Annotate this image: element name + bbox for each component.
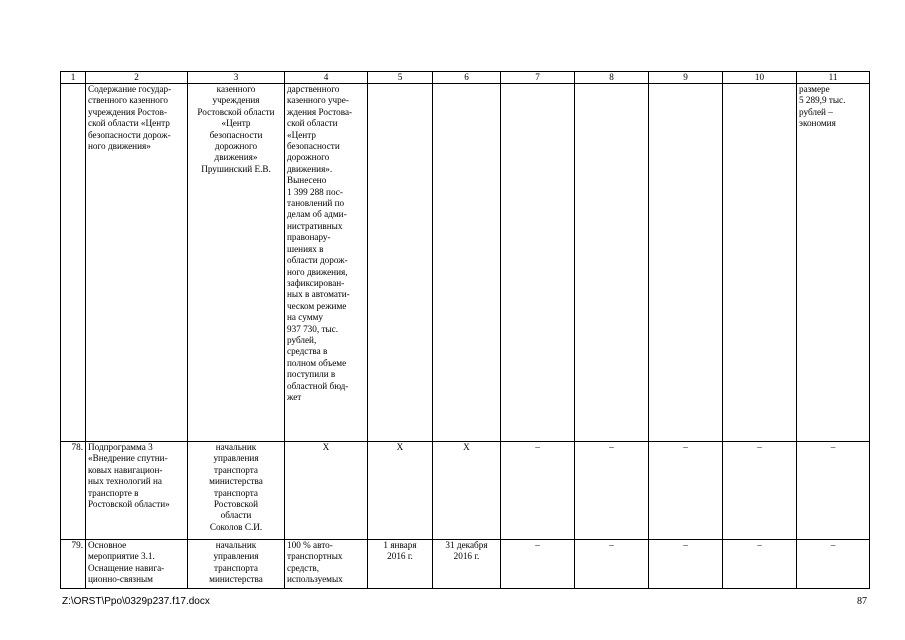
table-row-78	[61, 442, 870, 540]
table-cell: –	[723, 540, 797, 589]
table-cell: –	[723, 442, 797, 540]
notes-cell: –	[797, 540, 870, 589]
table-cell	[575, 84, 649, 442]
responsible-cell: казенного учреждения Ростовской области «Центр безопасности дорожного движения» Прушинский Е.В.	[188, 84, 285, 442]
column-header: 1	[61, 72, 86, 84]
column-header: 7	[501, 72, 575, 84]
measure-name-cell: Основное мероприятие 3.1. Оснащение навига- ционно-связным	[86, 540, 188, 589]
notes-cell: размере 5 289,9 тыс. рублей – экономия	[797, 84, 870, 442]
page-number: 87	[857, 596, 867, 607]
column-header: 4	[285, 72, 368, 84]
table-cell	[368, 84, 433, 442]
table-cell	[649, 84, 723, 442]
column-header: 11	[797, 72, 870, 84]
table-cell: –	[649, 540, 723, 589]
table-cell	[501, 84, 575, 442]
column-header: 3	[188, 72, 285, 84]
result-cell: 100 % авто- транспортных средств, используемых	[285, 540, 368, 589]
table-cell: –	[575, 442, 649, 540]
column-header: 5	[368, 72, 433, 84]
responsible-cell: начальник управления транспорта министерства	[188, 540, 285, 589]
table-row-continuation	[61, 84, 870, 442]
column-header: 9	[649, 72, 723, 84]
report-table	[60, 71, 870, 589]
table-cell: –	[501, 540, 575, 589]
column-header: 6	[433, 72, 501, 84]
table-cell: –	[649, 442, 723, 540]
row-number-cell: 79.	[61, 540, 86, 589]
row-number-cell: 78.	[61, 442, 86, 540]
table-cell	[723, 84, 797, 442]
column-header: 10	[723, 72, 797, 84]
row-number-cell	[61, 84, 86, 442]
responsible-cell: начальник управления транспорта министерства транспорта Ростовской области Соколов С.И.	[188, 442, 285, 540]
end-date-cell: 31 декабря 2016 г.	[433, 540, 501, 589]
start-date-cell: Х	[368, 442, 433, 540]
column-header: 8	[575, 72, 649, 84]
table-cell: –	[501, 442, 575, 540]
table-cell: –	[575, 540, 649, 589]
column-header: 2	[86, 72, 188, 84]
result-cell: дарственного казенного учре- ждения Ростова- ской области «Центр безопасности дорожного движения». Вынесено 1 399 288 пос- тановлений по делам об адми- нистративных правонару- шениях в области дорож- ного движения, зафиксирован- ных в автомати- ческом режиме на сумму 937 730, тыс. рублей, средства в полном объеме поступили в областной бюд- жет	[285, 84, 368, 442]
measure-name-cell: Подпрограмма 3 «Внедрение спутни- ковых навигацион- ных технологий на транспорте в Ростовской области»	[86, 442, 188, 540]
start-date-cell: 1 января 2016 г.	[368, 540, 433, 589]
table-cell	[433, 84, 501, 442]
end-date-cell: Х	[433, 442, 501, 540]
file-path-footer: Z:\ORST\Ppo\0329p237.f17.docx	[62, 596, 210, 607]
result-cell: Х	[285, 442, 368, 540]
measure-name-cell: Содержание государ- ственного казенного учреждения Ростов- ской области «Центр безопасности дорож- ного движения»	[86, 84, 188, 442]
table-row-79	[61, 540, 870, 589]
notes-cell: –	[797, 442, 870, 540]
table-header-row	[61, 72, 870, 84]
